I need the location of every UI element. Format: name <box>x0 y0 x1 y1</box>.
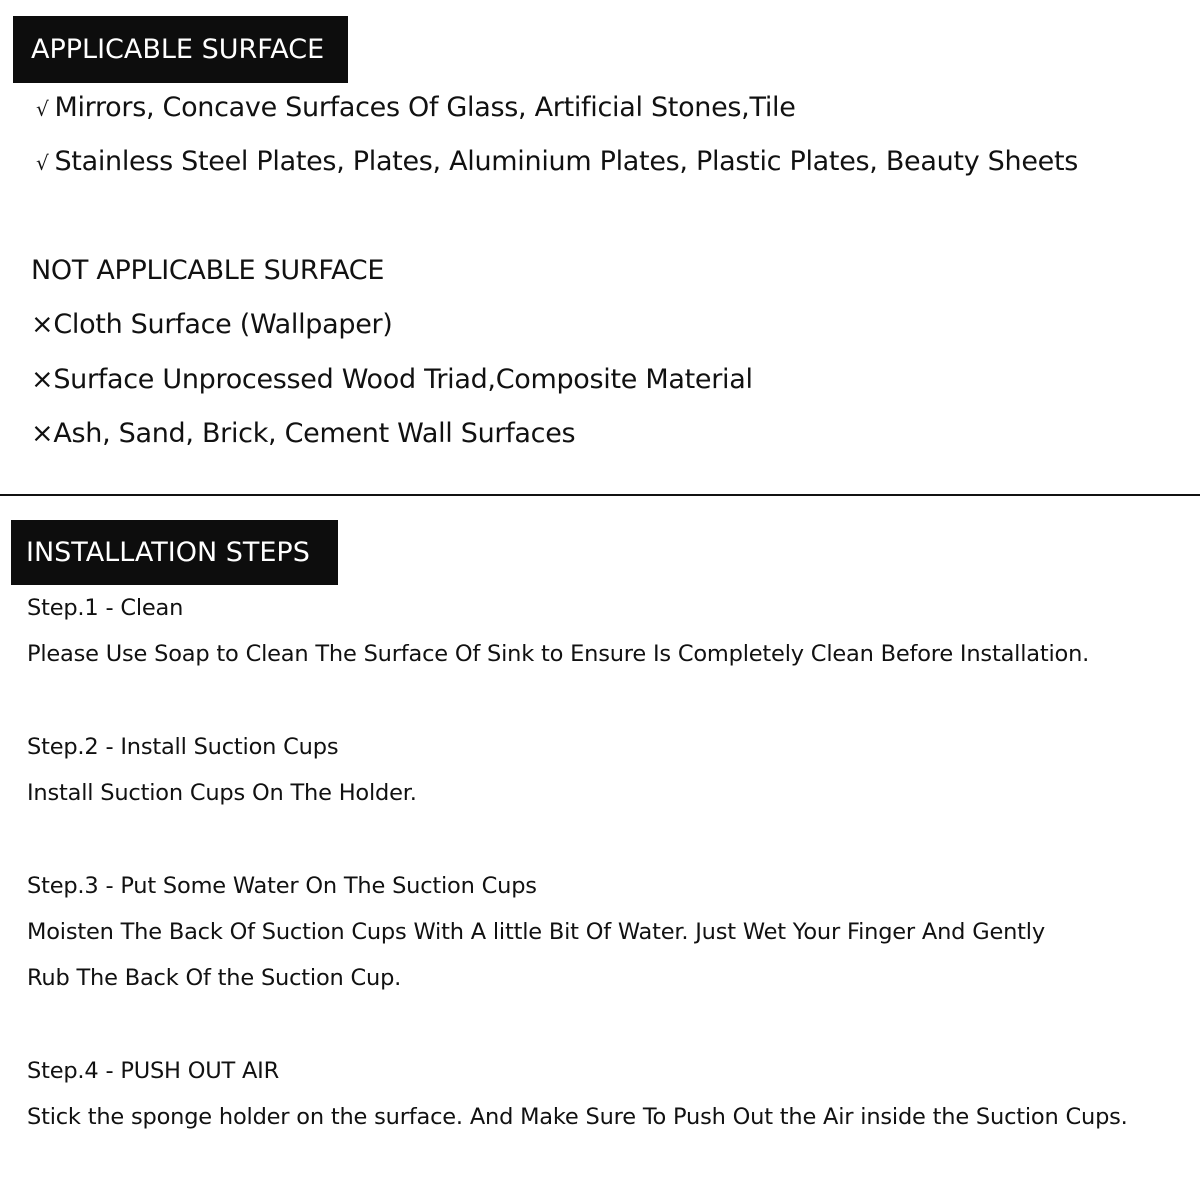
installation-steps-heading-text: INSTALLATION STEPS <box>26 537 310 568</box>
step-description: Stick the sponge holder on the surface. And Make Sure To Push Out the Air inside the Suction Cups. <box>27 1104 1128 1130</box>
step-title: Step.2 - Install Suction Cups <box>27 734 339 760</box>
step-title: Step.3 - Put Some Water On The Suction Cups <box>27 873 537 899</box>
step-description: Please Use Soap to Clean The Surface Of Sink to Ensure Is Completely Clean Before Installation. <box>27 641 1090 667</box>
not-applicable-item <box>31 418 575 449</box>
not-applicable-item <box>31 309 393 340</box>
step-description: Moisten The Back Of Suction Cups With A little Bit Of Water. Just Wet Your Finger And Gently <box>27 919 1045 945</box>
not-applicable-item-text: Surface Unprocessed Wood Triad,Composite Material <box>53 364 753 395</box>
cross-icon: × <box>31 418 54 449</box>
cross-icon: × <box>31 309 54 340</box>
step-title: Step.4 - PUSH OUT AIR <box>27 1058 280 1084</box>
applicable-surface-heading-text: APPLICABLE SURFACE <box>31 34 325 65</box>
step-description: Install Suction Cups On The Holder. <box>27 780 417 806</box>
applicable-item-text: Stainless Steel Plates, Plates, Aluminium Plates, Plastic Plates, Beauty Sheets <box>54 146 1079 177</box>
section-divider <box>0 494 1200 496</box>
check-icon: √ <box>36 151 49 175</box>
step-description: Rub The Back Of the Suction Cup. <box>27 965 402 991</box>
check-icon: √ <box>36 97 49 121</box>
applicable-item <box>36 146 1078 177</box>
not-applicable-item <box>31 364 753 395</box>
cross-icon: × <box>31 364 54 395</box>
applicable-item-text: Mirrors, Concave Surfaces Of Glass, Artificial Stones,Tile <box>54 92 796 123</box>
not-applicable-item-text: Ash, Sand, Brick, Cement Wall Surfaces <box>53 418 576 449</box>
applicable-surface-heading <box>13 16 348 83</box>
not-applicable-item-text: Cloth Surface (Wallpaper) <box>53 309 393 340</box>
installation-steps-heading <box>11 520 338 585</box>
applicable-item <box>36 92 796 123</box>
step-title: Step.1 - Clean <box>27 595 184 621</box>
not-applicable-surface-heading: NOT APPLICABLE SURFACE <box>31 255 385 286</box>
